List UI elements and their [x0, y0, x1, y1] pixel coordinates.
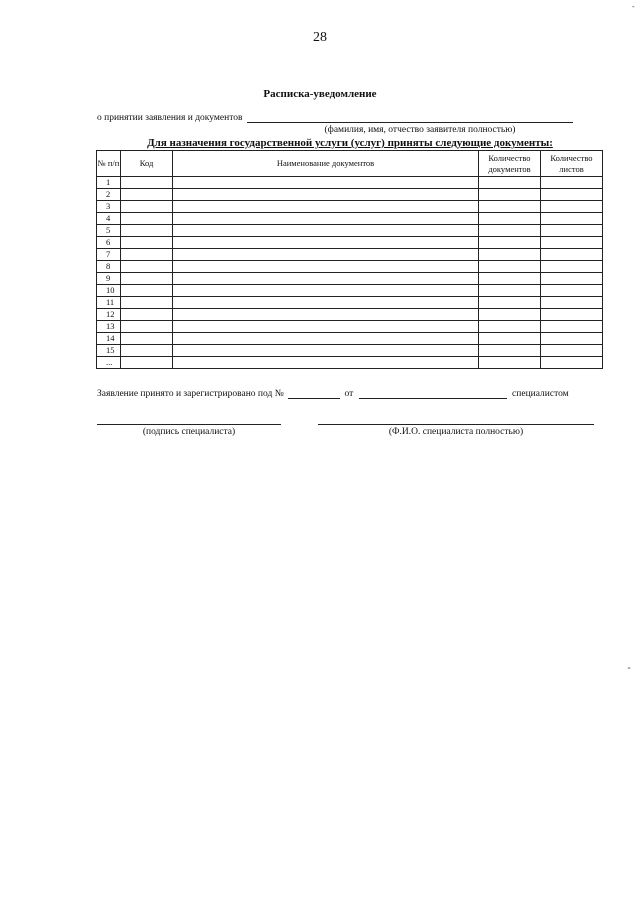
row-document-count-cell[interactable] [479, 345, 541, 357]
row-sheet-count-cell[interactable] [541, 321, 603, 333]
row-number: 5 [97, 225, 121, 237]
row-document-count-cell[interactable] [479, 177, 541, 189]
row-number: 12 [97, 309, 121, 321]
row-code-cell[interactable] [121, 249, 173, 261]
row-number: 3 [97, 201, 121, 213]
table-row [97, 345, 603, 357]
row-sheet-count-cell[interactable] [541, 189, 603, 201]
row-sheet-count-cell[interactable] [541, 201, 603, 213]
row-number: 11 [97, 297, 121, 309]
row-document-count-cell[interactable] [479, 321, 541, 333]
row-sheet-count-cell[interactable] [541, 237, 603, 249]
table-row [97, 225, 603, 237]
row-document-count-cell[interactable] [479, 333, 541, 345]
row-number: 4 [97, 213, 121, 225]
registration-suffix: специалистом [512, 389, 569, 399]
row-code-cell[interactable] [121, 261, 173, 273]
row-sheet-count-cell[interactable] [541, 261, 603, 273]
row-document-count-cell[interactable] [479, 261, 541, 273]
registration-prefix: Заявление принято и зарегистрировано под № [97, 389, 284, 399]
header-document-count: Количество документов [479, 151, 541, 177]
row-code-cell[interactable] [121, 333, 173, 345]
row-document-name-cell[interactable] [173, 321, 479, 333]
applicant-name-hint: (фамилия, имя, отчество заявителя полностью) [324, 125, 516, 135]
row-code-cell[interactable] [121, 285, 173, 297]
row-number: 2 [97, 189, 121, 201]
row-code-cell[interactable] [121, 177, 173, 189]
row-document-name-cell[interactable] [173, 249, 479, 261]
row-document-count-cell[interactable] [479, 237, 541, 249]
row-number: 10 [97, 285, 121, 297]
row-document-name-cell[interactable] [173, 201, 479, 213]
registration-from: от [344, 389, 354, 399]
row-document-name-cell[interactable] [173, 297, 479, 309]
row-code-cell[interactable] [121, 357, 173, 369]
row-document-count-cell[interactable] [479, 201, 541, 213]
row-code-cell[interactable] [121, 201, 173, 213]
table-row [97, 297, 603, 309]
row-document-name-cell[interactable] [173, 261, 479, 273]
row-code-cell[interactable] [121, 297, 173, 309]
specialist-name-label: (Ф.И.О. специалиста полностью) [388, 427, 524, 437]
row-document-count-cell[interactable] [479, 189, 541, 201]
specialist-signature-label: (подпись специалиста) [142, 427, 236, 437]
row-document-count-cell[interactable] [479, 213, 541, 225]
receipt-label: о принятии заявления и документов [97, 113, 243, 123]
row-number: ... [97, 357, 121, 369]
registration-number-field[interactable] [288, 389, 340, 399]
row-number: 15 [97, 345, 121, 357]
row-sheet-count-cell[interactable] [541, 273, 603, 285]
row-code-cell[interactable] [121, 213, 173, 225]
row-document-count-cell[interactable] [479, 357, 541, 369]
table-row [97, 321, 603, 333]
table-row [97, 333, 603, 345]
row-sheet-count-cell[interactable] [541, 357, 603, 369]
row-number: 9 [97, 273, 121, 285]
row-document-count-cell[interactable] [479, 297, 541, 309]
row-code-cell[interactable] [121, 225, 173, 237]
table-row [97, 189, 603, 201]
header-number: № п/п [97, 151, 121, 177]
specialist-name-field[interactable] [318, 424, 594, 425]
header-sheet-count: Количество листов [541, 151, 603, 177]
table-row [97, 201, 603, 213]
table-row [97, 237, 603, 249]
row-code-cell[interactable] [121, 189, 173, 201]
row-code-cell[interactable] [121, 321, 173, 333]
row-document-count-cell[interactable] [479, 285, 541, 297]
row-document-name-cell[interactable] [173, 357, 479, 369]
row-number: 1 [97, 177, 121, 189]
row-code-cell[interactable] [121, 309, 173, 321]
row-sheet-count-cell[interactable] [541, 249, 603, 261]
table-row [97, 261, 603, 273]
registration-line [97, 389, 569, 399]
row-sheet-count-cell[interactable] [541, 297, 603, 309]
row-document-count-cell[interactable] [479, 273, 541, 285]
scan-edge-mark: ⁃ [627, 664, 631, 673]
table-header-row [97, 151, 603, 177]
table-row [97, 357, 603, 369]
row-number: 6 [97, 237, 121, 249]
table-row [97, 249, 603, 261]
row-sheet-count-cell[interactable] [541, 285, 603, 297]
row-number: 14 [97, 333, 121, 345]
row-document-count-cell[interactable] [479, 249, 541, 261]
row-number: 8 [97, 261, 121, 273]
row-document-name-cell[interactable] [173, 345, 479, 357]
applicant-name-field[interactable] [247, 113, 573, 123]
table-row [97, 177, 603, 189]
table-row [97, 273, 603, 285]
row-code-cell[interactable] [121, 237, 173, 249]
row-document-name-cell[interactable] [173, 177, 479, 189]
row-sheet-count-cell[interactable] [541, 225, 603, 237]
row-document-name-cell[interactable] [173, 225, 479, 237]
table-row [97, 285, 603, 297]
row-sheet-count-cell[interactable] [541, 177, 603, 189]
documents-subtitle: Для назначения государственной услуги (услуг) приняты следующие документы: [147, 137, 553, 149]
row-number: 13 [97, 321, 121, 333]
receipt-line [97, 113, 573, 123]
form-title: Расписка-уведомление [263, 88, 377, 100]
row-document-name-cell[interactable] [173, 273, 479, 285]
table-row [97, 309, 603, 321]
header-code: Код [121, 151, 173, 177]
row-document-name-cell[interactable] [173, 333, 479, 345]
row-document-name-cell[interactable] [173, 285, 479, 297]
row-document-name-cell[interactable] [173, 189, 479, 201]
row-sheet-count-cell[interactable] [541, 345, 603, 357]
specialist-signature-field[interactable] [97, 424, 281, 425]
scan-edge-mark: - [632, 2, 635, 11]
row-document-count-cell[interactable] [479, 225, 541, 237]
documents-table [96, 150, 603, 369]
row-document-name-cell[interactable] [173, 213, 479, 225]
table-row [97, 213, 603, 225]
header-document-name: Наименование документов [173, 151, 479, 177]
registration-date-field[interactable] [359, 389, 507, 399]
row-sheet-count-cell[interactable] [541, 213, 603, 225]
row-document-count-cell[interactable] [479, 309, 541, 321]
row-code-cell[interactable] [121, 273, 173, 285]
row-number: 7 [97, 249, 121, 261]
row-document-name-cell[interactable] [173, 237, 479, 249]
row-sheet-count-cell[interactable] [541, 333, 603, 345]
row-code-cell[interactable] [121, 345, 173, 357]
page-number: 28 [313, 30, 327, 45]
row-sheet-count-cell[interactable] [541, 309, 603, 321]
row-document-name-cell[interactable] [173, 309, 479, 321]
